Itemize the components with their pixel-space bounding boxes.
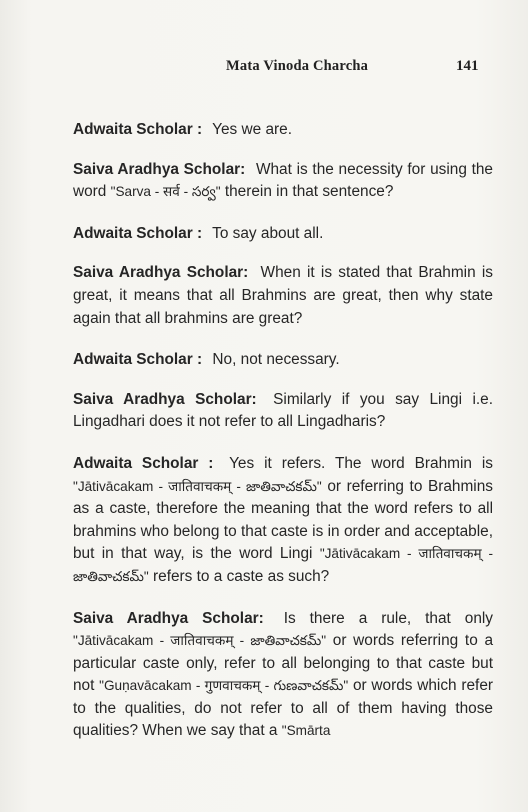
paragraph-text: or referring to Brahmins as a caste, therefore the meaning that the word refers to all brahmins who belong to that caste is in order and acceptable, but in that way, is the word Lingi (73, 477, 493, 563)
paragraph-text: To say about all. (212, 224, 324, 242)
speaker-label: Adwaita Scholar : (73, 224, 203, 242)
speaker-label: Saiva Aradhya Scholar: (73, 160, 246, 178)
paragraph-text: Is there a rule, that only (283, 609, 493, 627)
paragraph-text: or words referring to a particular caste only, refer to all belonging to that caste but not (73, 632, 494, 695)
speaker-label: Adwaita Scholar : (73, 121, 203, 138)
dialogue-paragraph (73, 262, 493, 330)
paragraph-text: Yes we are. (212, 121, 292, 138)
speaker-label: Adwaita Scholar : (73, 351, 203, 369)
paragraph-text: Yes it refers. The word Brahmin is (229, 454, 493, 472)
paragraph-text: What is the necessity for using the word (73, 160, 493, 201)
quoted-term: "Sarva - सर्व - సర్వ" (110, 184, 221, 200)
page-body (73, 119, 493, 762)
page-number: 141 (456, 58, 479, 74)
paragraph-text: Similarly if you say Lingi i.e. Lingadhari does it not refer to all Lingadharis? (73, 390, 493, 431)
dialogue-paragraph (73, 608, 493, 744)
quoted-term: "Smārta (281, 723, 331, 739)
speaker-label: Saiva Aradhya Scholar: (73, 264, 249, 282)
quoted-term: "Jātivācakam - जातिवाचकम् - జాతివాచకమ్" (73, 633, 327, 649)
dialogue-paragraph (73, 349, 493, 372)
page-header (0, 58, 528, 80)
dialogue-paragraph (73, 119, 493, 142)
dialogue-paragraph (73, 223, 493, 246)
paragraph-text: therein in that sentence? (220, 183, 394, 201)
paragraph-text: refers to a caste as such? (148, 567, 330, 585)
quoted-term: "Guṇavācakam - गुणवाचकम् - గుణవాచకమ్" (99, 678, 349, 694)
quoted-term: "Jātivācakam - जातिवाचकम् - జాతివాచకమ్" (73, 546, 493, 584)
running-title: Mata Vinoda Charcha (226, 58, 369, 74)
dialogue-paragraph (73, 159, 493, 204)
paragraph-text: No, not necessary. (212, 351, 340, 369)
quoted-term: "Jātivācakam - जातिवाचकम् - జాతివాచకమ్" (73, 478, 322, 494)
dialogue-paragraph (73, 453, 493, 589)
speaker-label: Adwaita Scholar : (73, 454, 214, 472)
paragraph-text: When it is stated that Brahmin is great, it means that all Brahmins are great, then why state again that all brahmins are great? (73, 264, 493, 327)
speaker-label: Saiva Aradhya Scholar: (73, 390, 257, 408)
paragraph-text: or words which refer to the qualities, do not refer to all of them having those qualities? When we say that a (73, 677, 494, 740)
speaker-label: Saiva Aradhya Scholar: (73, 609, 264, 627)
dialogue-paragraph (73, 389, 493, 434)
